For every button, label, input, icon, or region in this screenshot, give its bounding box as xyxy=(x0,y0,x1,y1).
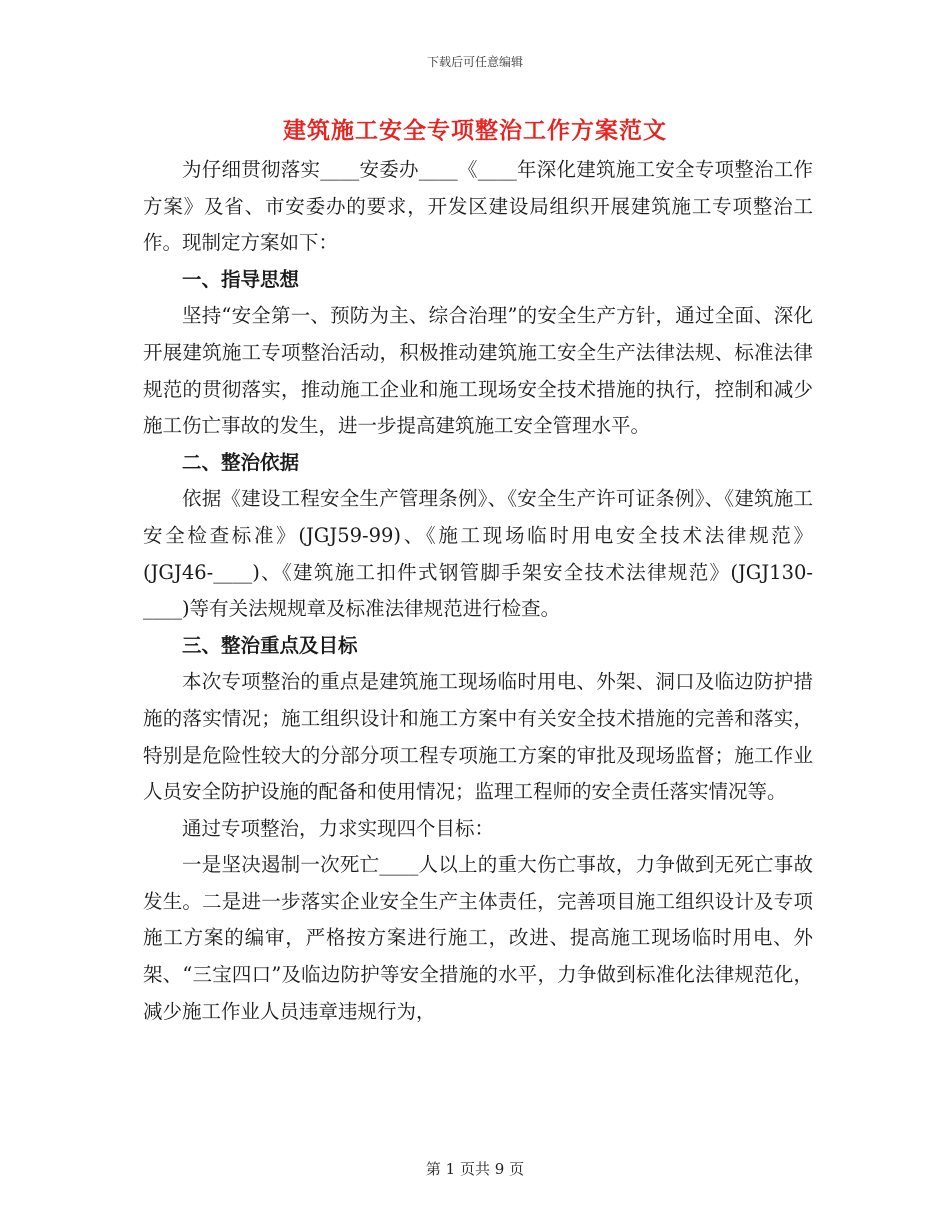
section-paragraph: 坚持“安全第一、预防为主、综合治理”的安全生产方针，通过全面、深化开展建筑施工专项整治活动，积极推动建筑施工安全生产法律法规、标准法律规范的贯彻落实，推动施工企业和施工现场安全技术措施的执行，控制和减少施工伤亡事故的发生，进一步提高建筑施工安全管理水平。 xyxy=(143,304,813,438)
page-number-footer: 第 1 页共 9 页 xyxy=(425,1160,525,1178)
section-heading-focus-goals: 三、整治重点及目标 xyxy=(182,633,358,657)
intro-paragraph: 为仔细贯彻落实____安委办____《____年深化建筑施工安全专项整治工作方案》及省、市安委办的要求，开发区建设局组织开展建筑施工专项整治工作。现制定方案如下： xyxy=(143,158,813,255)
document-body xyxy=(143,152,813,1030)
section-heading-guiding-thought: 一、指导思想 xyxy=(182,267,300,291)
section-paragraph: 本次专项整治的重点是建筑施工现场临时用电、外架、洞口及临边防护措施的落实情况；施工组织设计和施工方案中有关安全技术措施的完善和落实，特别是危险性较大的分部分项工程专项施工方案的审批及现场监督；施工作业人员安全防护设施的配备和使用情况；监理工程师的安全责任落实情况等。 xyxy=(143,670,813,804)
document-title: 建筑施工安全专项整治工作方案范文 xyxy=(283,117,667,144)
section-paragraph: 一是坚决遏制一次死亡____人以上的重大伤亡事故，力争做到无死亡事故发生。二是进一步落实企业安全生产主体责任，完善项目施工组织设计及专项施工方案的编审，严格按方案进行施工，改进、提高施工现场临时用电、外架、“三宝四口”及临边防护等安全措施的水平，力争做到标准化法律规范化，减少施工作业人员违章违规行为， xyxy=(143,853,813,1023)
section-heading-basis: 二、整治依据 xyxy=(182,450,300,474)
header-note: 下载后可任意编辑 xyxy=(426,55,523,69)
section-paragraph: 依据《建设工程安全生产管理条例》、《安全生产许可证条例》、《建筑施工安全检查标准》(JGJ59-99)、《施工现场临时用电安全技术法律规范》(JGJ46-____)、《建筑施工扣件式钢管脚手架安全技术法律规范》(JGJ130-____)等有关法规规章及标准法律规范进行检查。 xyxy=(143,487,813,621)
section-paragraph: 通过专项整治，力求实现四个目标： xyxy=(182,816,495,840)
